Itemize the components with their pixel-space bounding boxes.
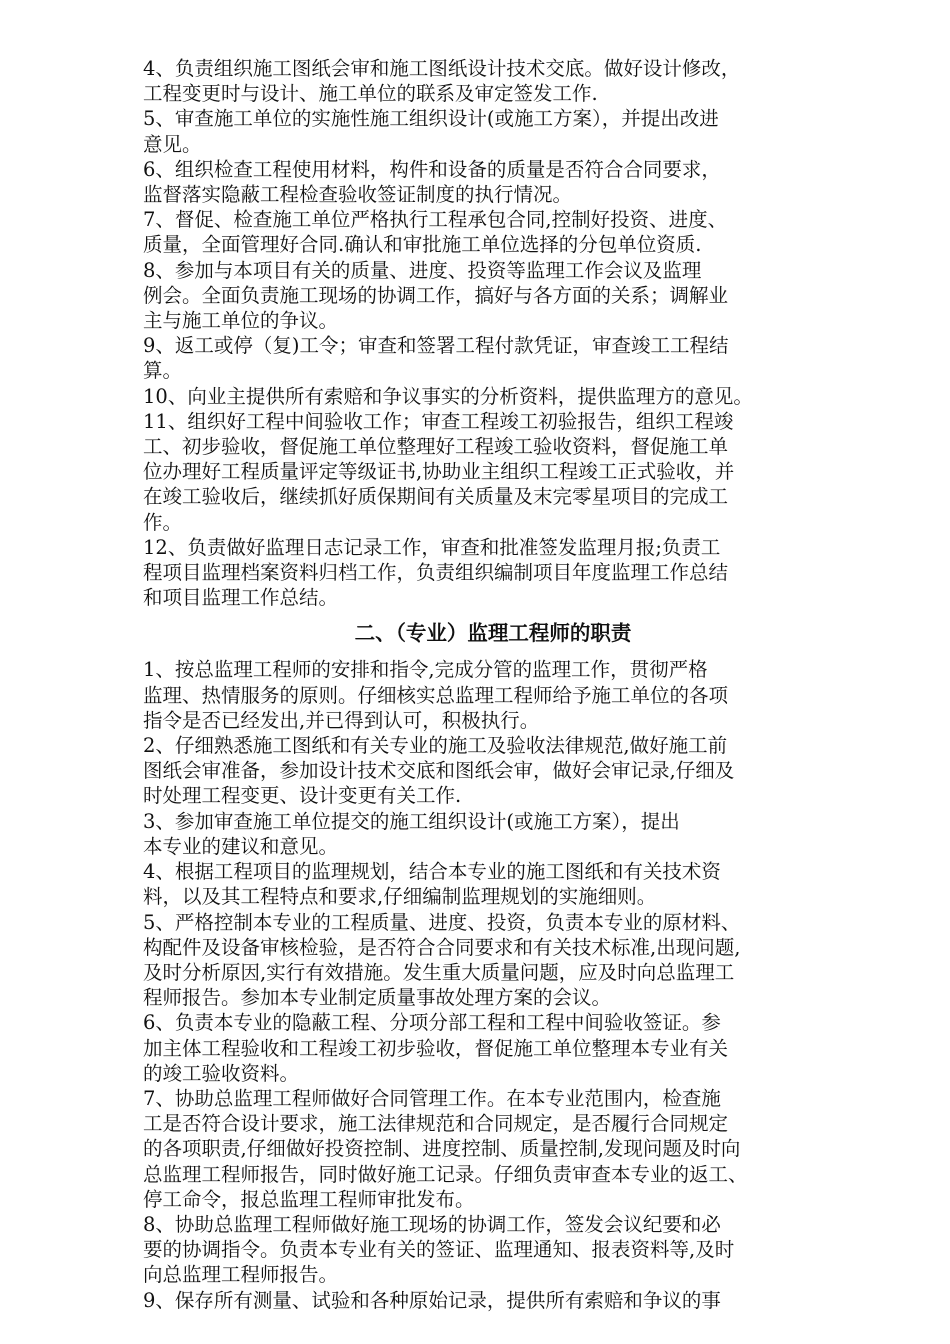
duty-item-4: 4、负责组织施工图纸会审和施工图纸设计技术交底。做好设计修改， 工程变更时与设计、施工单位的联系及审定签发工作.	[143, 57, 741, 106]
duty-item-6: 6、组织检查工程使用材料，构件和设备的质量是否符合合同要求， 监督落实隐蔽工程检查验收签证制度的执行情况。	[143, 157, 721, 207]
engineer-duty-item-2: 2、仔细熟悉施工图纸和有关专业的施工及验收法律规范,做好施工前 图纸会审准备，参加设计技术交底和图纸会审，做好会审记录,仔细及 时处理工程变更、设计变更有关工作.	[143, 734, 735, 808]
engineer-duty-item-8: 8、协助总监理工程师做好施工现场的协调工作，签发会议纪要和必 要的协调指令。负责本专业有关的签证、监理通知、报表资料等,及时 向总监理工程师报告。	[143, 1212, 735, 1287]
duty-item-9: 9、返工或停（复)工令；审查和签署工程付款凭证，审查竣工工程结 算。	[143, 334, 729, 383]
document-page	[143, 56, 843, 1313]
duty-item-5: 5、审查施工单位的实施性施工组织设计(或施工方案），并提出改进 意见。	[143, 107, 719, 156]
section-heading: 二、（专业）监理工程师的职责	[354, 621, 632, 646]
engineer-duty-item-6: 6、负责本专业的隐蔽工程、分项分部工程和工程中间验收签证。参 加主体工程验收和工程竣工初步验收，督促施工单位整理本专业有关 的竣工验收资料。	[143, 1011, 729, 1085]
engineer-duty-item-1: 1、按总监理工程师的安排和指令,完成分管的监理工作，贯彻严格 监理、热情服务的原则。仔细核实总监理工程师给予施工单位的各项 指令是否已经发出,并已得到认可，积极执行。	[143, 658, 729, 732]
engineer-duty-item-4: 4、根据工程项目的监理规划，结合本专业的施工图纸和有关技术资 料，以及其工程特点和要求,仔细编制监理规划的实施细则。	[143, 860, 721, 909]
engineer-duty-item-3: 3、参加审查施工单位提交的施工组织设计(或施工方案），提出 本专业的建议和意见。	[143, 809, 680, 858]
engineer-duty-item-5: 5、严格控制本专业的工程质量、进度、投资，负责本专业的原材料、 构配件及设备审核检验，是否符合合同要求和有关技术标准,出现问题, 及时分析原因,实行有效措施。发生重大质量问题，应及时向总监理工 程师报告。参加本专业制定质量事故处理方案的会议。	[143, 910, 741, 1010]
duty-item-10: 10、向业主提供所有索赔和争议事实的分析资料，提供监理方的意见。	[143, 384, 753, 408]
engineer-duty-item-9: 9、保存所有测量、试验和各种原始记录，提供所有索赔和争议的事	[143, 1288, 721, 1312]
engineer-duty-item-7: 7、协助总监理工程师做好合同管理工作。在本专业范围内，检查施 工是否符合设计要求，施工法律规范和合同规定，是否履行合同规定 的各项职责,仔细做好投资控制、进度控制、质量控制,发现问题及时向 总监理工程师报告，同时做好施工记录。仔细负责审查本专业的返工、 停工命令，报总监理工程师审批发布。	[143, 1086, 748, 1211]
duty-item-8: 8、参加与本项目有关的质量、进度、投资等监理工作会议及监理 例会。全面负责施工现场的协调工作，搞好与各方面的关系；调解业 主与施工单位的争议。	[143, 258, 729, 333]
duty-item-11: 11、组织好工程中间验收工作；审查工程竣工初验报告，组织工程竣 工、初步验收，督促施工单位整理好工程竣工验收资料，督促施工单 位办理好工程质量评定等级证书,协助业主组织工程竣工正式验收，并 在竣工验收后，继续抓好质保期间有关质量及末完零星项目的完成工 作。	[143, 409, 735, 534]
duty-item-7: 7、督促、检查施工单位严格执行工程承包合同,控制好投资、进度、 质量，全面管理好合同.确认和审批施工单位选择的分包单位资质.	[143, 208, 728, 257]
duty-item-12: 12、负责做好监理日志记录工作，审查和批准签发监理月报;负责工 程项目监理档案资料归档工作，负责组织编制项目年度监理工作总结 和项目监理工作总结。	[143, 535, 729, 610]
